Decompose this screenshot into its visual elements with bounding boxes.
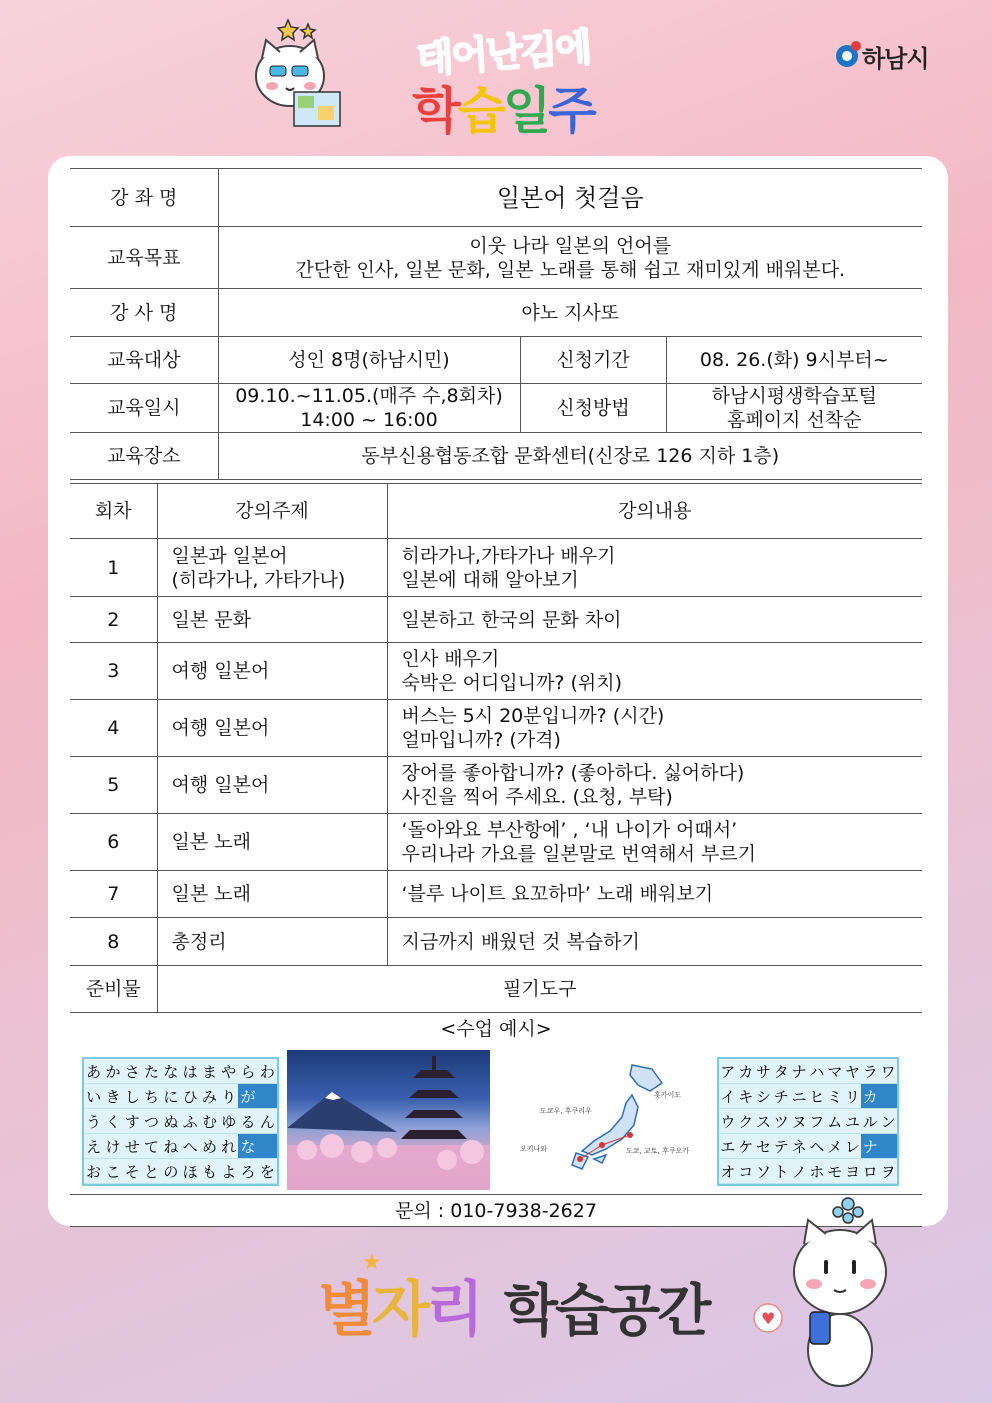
place-value: 동부신용협동조합 문화센터(신장로 126 지하 1층): [218, 433, 922, 480]
session-topic: 여행 일본어: [157, 643, 387, 700]
kana-cell: ネ: [790, 1134, 808, 1159]
table-row: [70, 814, 922, 871]
instructor-label: 강 사 명: [70, 289, 218, 337]
content-line1: 장어를 좋아합니까? (좋아하다. 싫어하다): [401, 762, 745, 784]
kana-cell: ニ: [790, 1084, 808, 1109]
kana-cell: [258, 1084, 277, 1109]
kana-cell: ソ: [755, 1159, 773, 1184]
content-line1: 버스는 5시 20분입니까? (시간): [401, 705, 665, 727]
kana-cell: ヘ: [808, 1134, 826, 1159]
apply-method-value: [666, 384, 922, 433]
kana-cell: お: [84, 1159, 103, 1184]
map-label-okinawa: 오키나와: [520, 1145, 548, 1153]
goal-label: 교육목표: [70, 227, 218, 289]
kana-cell: く: [103, 1109, 122, 1134]
schedule-line1: 09.10.~11.05.(매주 수,8회차): [235, 385, 503, 407]
title-char-4: 주: [548, 82, 594, 140]
kana-cell: あ: [84, 1059, 103, 1084]
kana-cell: ほ: [180, 1159, 199, 1184]
kana-cell: き: [103, 1084, 122, 1109]
map-label-tokyo: 도쿄우, 후쿠리우: [540, 1107, 592, 1115]
content-line1: 히라가나,가타가나 배우기: [401, 544, 616, 567]
kana-cell: フ: [808, 1109, 826, 1134]
session-no: 7: [70, 871, 157, 918]
kana-cell: ね: [161, 1134, 180, 1159]
kana-cell: モ: [826, 1159, 844, 1184]
table-row: [70, 757, 922, 814]
kana-cell: ロ: [861, 1159, 879, 1184]
content-line2: 숙박은 어디입니까? (위치): [401, 672, 623, 694]
footer-title-b: 학습공간: [503, 1279, 709, 1344]
kana-cell: そ: [123, 1159, 142, 1184]
topic-line2: (히라가나, 가타가나): [171, 568, 346, 591]
header-no: 회차: [70, 484, 157, 539]
session-no: 6: [70, 814, 157, 871]
table-row: [70, 597, 922, 643]
kana-cell: ひ: [180, 1084, 199, 1109]
kana-cell: て: [142, 1134, 161, 1159]
kana-cell: [879, 1134, 897, 1159]
kana-cell: ト: [772, 1159, 790, 1184]
kana-cell: も: [200, 1159, 219, 1184]
kana-cell: や: [219, 1059, 238, 1084]
city-logo-text: 하남시: [862, 44, 929, 73]
goal-line2: 간단한 인사, 일본 문화, 일본 노래를 통해 쉽고 재미있게 배워본다.: [295, 258, 846, 281]
kana-cell: [258, 1134, 277, 1159]
svg-text:♥: ♥: [761, 1309, 776, 1328]
kana-cell: み: [200, 1084, 219, 1109]
table-row: [70, 918, 922, 966]
table-row: [70, 643, 922, 700]
kana-cell: ヒ: [808, 1084, 826, 1109]
kana-cell: シ: [755, 1084, 773, 1109]
session-content: [387, 539, 922, 597]
schedule-label: 교육일시: [70, 384, 218, 433]
target-label: 교육대상: [70, 337, 218, 384]
supplies-label: 준비물: [70, 966, 157, 1013]
goal-line1: 이웃 나라 일본의 언어를: [469, 234, 672, 257]
session-no: 2: [70, 597, 157, 643]
kana-cell: ル: [861, 1109, 879, 1134]
kana-cell: イ: [719, 1084, 737, 1109]
kana-cell: ケ: [737, 1134, 755, 1159]
session-topic: 일본 노래: [157, 871, 387, 918]
apply-method-label: 신청방법: [520, 384, 666, 433]
kana-cell: カ: [737, 1059, 755, 1084]
map-label-kyoto: 도쿄, 교토, 후쿠오카: [626, 1147, 689, 1155]
goal-value: [218, 227, 922, 289]
kana-cell: ホ: [808, 1159, 826, 1184]
content-line2: 사진을 찍어 주세요. (요청, 부탁): [401, 786, 673, 808]
kana-cell: ラ: [861, 1059, 879, 1084]
session-content: [387, 814, 922, 871]
kana-cell: ム: [826, 1109, 844, 1134]
apply-period-value: 08. 26.(화) 9시부터~: [666, 337, 922, 384]
kana-cell: え: [84, 1134, 103, 1159]
course-value: 일본어 첫걸음: [218, 169, 922, 227]
header-topic: 강의주제: [157, 484, 387, 539]
content-line1: 인사 배우기: [401, 648, 500, 670]
kana-cell: る: [238, 1109, 257, 1134]
title-char-2: 습: [457, 82, 503, 140]
kana-cell: ワ: [879, 1059, 897, 1084]
kana-cell: テ: [772, 1134, 790, 1159]
table-row: [70, 700, 922, 757]
content-line2: 일본에 대해 알아보기: [401, 568, 579, 591]
kana-cell: サ: [755, 1059, 773, 1084]
kana-cell: マ: [826, 1059, 844, 1084]
mascot-bottom: [752, 1190, 892, 1390]
session-topic: 여행 일본어: [157, 757, 387, 814]
session-topic: 일본 문화: [157, 597, 387, 643]
kana-cell: ろ: [238, 1159, 257, 1184]
kana-cell: わ: [258, 1059, 277, 1084]
kana-cell: に: [161, 1084, 180, 1109]
kana-cell: ハ: [808, 1059, 826, 1084]
title-char-1: 학: [412, 82, 458, 140]
session-no: 3: [70, 643, 157, 700]
supplies-value: 필기도구: [157, 966, 922, 1013]
star-icon: ★: [362, 1250, 382, 1275]
kana-cell: こ: [103, 1159, 122, 1184]
header-title: [398, 22, 608, 143]
course-label: 강 좌 명: [70, 169, 218, 227]
kana-cell: ン: [879, 1109, 897, 1134]
header-title-line1: 태어난김에: [415, 24, 592, 81]
kana-cell: ふ: [180, 1109, 199, 1134]
session-content: ‘블루 나이트 요꼬하마’ 노래 배워보기: [387, 871, 922, 918]
kana-cell: カ: [861, 1084, 879, 1109]
topic-line1: 일본과 일본어: [171, 544, 288, 567]
kana-cell: ス: [755, 1109, 773, 1134]
japan-map: [502, 1055, 705, 1185]
katakana-chart: [717, 1057, 899, 1186]
hiragana-chart: [82, 1057, 279, 1186]
content-line1: ‘돌아와요 부산항에’ , ‘내 나이가 어때서’: [401, 819, 738, 841]
session-content: 일본하고 한국의 문화 차이: [387, 597, 922, 643]
session-topic: [157, 539, 387, 597]
city-logo-icon: [836, 45, 858, 67]
session-no: 5: [70, 757, 157, 814]
kana-cell: ミ: [826, 1084, 844, 1109]
kana-cell: ら: [238, 1059, 257, 1084]
kana-cell: い: [84, 1084, 103, 1109]
apply-method-line2: 홈페이지 선착순: [726, 409, 862, 431]
kana-cell: け: [103, 1134, 122, 1159]
kana-cell: か: [103, 1059, 122, 1084]
session-content: 지금까지 배웠던 것 복습하기: [387, 918, 922, 966]
session-content: [387, 757, 922, 814]
kana-cell: ま: [200, 1059, 219, 1084]
kana-cell: キ: [737, 1084, 755, 1109]
kana-cell: ナ: [861, 1134, 879, 1159]
kana-cell: ノ: [790, 1159, 808, 1184]
kana-cell: へ: [180, 1134, 199, 1159]
kana-cell: ゆ: [219, 1109, 238, 1134]
city-logo: [836, 40, 929, 72]
session-no: 1: [70, 539, 157, 597]
kana-cell: が: [238, 1084, 257, 1109]
target-value: 성인 8명(하남시민): [218, 337, 520, 384]
kana-cell: を: [258, 1159, 277, 1184]
schedule-value: [218, 384, 520, 433]
session-topic: 총정리: [157, 918, 387, 966]
session-topic: 일본 노래: [157, 814, 387, 871]
kana-cell: ユ: [844, 1109, 862, 1134]
footer-title-char: 별: [318, 1275, 372, 1345]
footer-title-char: 자: [371, 1275, 426, 1345]
content-line2: 우리나라 가요를 일본말로 번역해서 부르기: [401, 843, 757, 865]
kana-cell: と: [142, 1159, 161, 1184]
kana-cell: コ: [737, 1159, 755, 1184]
session-topic: 여행 일본어: [157, 700, 387, 757]
kana-cell: よ: [219, 1159, 238, 1184]
kana-cell: れ: [219, 1134, 238, 1159]
kana-cell: ク: [737, 1109, 755, 1134]
kana-cell: ツ: [772, 1109, 790, 1134]
kana-cell: つ: [142, 1109, 161, 1134]
kana-cell: せ: [123, 1134, 142, 1159]
session-content: [387, 643, 922, 700]
session-no: 8: [70, 918, 157, 966]
kana-cell: め: [200, 1134, 219, 1159]
kana-cell: な: [161, 1059, 180, 1084]
header-content: 강의내용: [387, 484, 922, 539]
table-row: [70, 539, 922, 597]
footer-title-char: 리: [425, 1275, 480, 1345]
kana-cell: ヲ: [879, 1159, 897, 1184]
footer-title-a: [318, 1275, 480, 1345]
kana-cell: ぬ: [161, 1109, 180, 1134]
kana-cell: メ: [826, 1134, 844, 1159]
kana-cell: ヤ: [844, 1059, 862, 1084]
kana-cell: チ: [772, 1084, 790, 1109]
session-table: [70, 483, 922, 1013]
kana-cell: む: [200, 1109, 219, 1134]
kana-cell: エ: [719, 1134, 737, 1159]
map-label-hokkaido: 홋카이도: [654, 1091, 682, 1099]
kana-cell: ア: [719, 1059, 737, 1084]
kana-cell: の: [161, 1159, 180, 1184]
kana-cell: さ: [123, 1059, 142, 1084]
kana-cell: ん: [258, 1109, 277, 1134]
kana-cell: な: [238, 1134, 257, 1159]
content-line2: 얼마입니까? (가격): [401, 729, 561, 751]
kana-cell: ウ: [719, 1109, 737, 1134]
kana-cell: ナ: [790, 1059, 808, 1084]
instructor-value: 야노 지사또: [218, 289, 922, 337]
kana-cell: ヌ: [790, 1109, 808, 1134]
kana-cell: レ: [844, 1134, 862, 1159]
kana-cell: ヨ: [844, 1159, 862, 1184]
course-info-table: [70, 168, 922, 480]
place-label: 교육장소: [70, 433, 218, 480]
kana-cell: す: [123, 1109, 142, 1134]
kana-cell: セ: [755, 1134, 773, 1159]
kana-cell: ち: [142, 1084, 161, 1109]
kana-cell: タ: [772, 1059, 790, 1084]
session-content: [387, 700, 922, 757]
examples-label: <수업 예시>: [440, 1018, 552, 1040]
kana-cell: り: [219, 1084, 238, 1109]
mascot-top: [250, 14, 350, 132]
apply-period-label: 신청기간: [520, 337, 666, 384]
kana-cell: オ: [719, 1159, 737, 1184]
kana-cell: し: [123, 1084, 142, 1109]
kana-cell: は: [180, 1059, 199, 1084]
table-row: [70, 871, 922, 918]
kana-cell: た: [142, 1059, 161, 1084]
kana-cell: う: [84, 1109, 103, 1134]
session-no: 4: [70, 700, 157, 757]
contact-info: 문의 : 010-7938-2627: [395, 1200, 597, 1222]
kana-cell: リ: [844, 1084, 862, 1109]
schedule-line2: 14:00 ~ 16:00: [300, 409, 438, 431]
japan-landscape-photo: [287, 1050, 490, 1190]
title-char-3: 일: [503, 82, 549, 140]
kana-cell: [879, 1084, 897, 1109]
apply-method-line1: 하남시평생학습포털: [711, 385, 877, 407]
